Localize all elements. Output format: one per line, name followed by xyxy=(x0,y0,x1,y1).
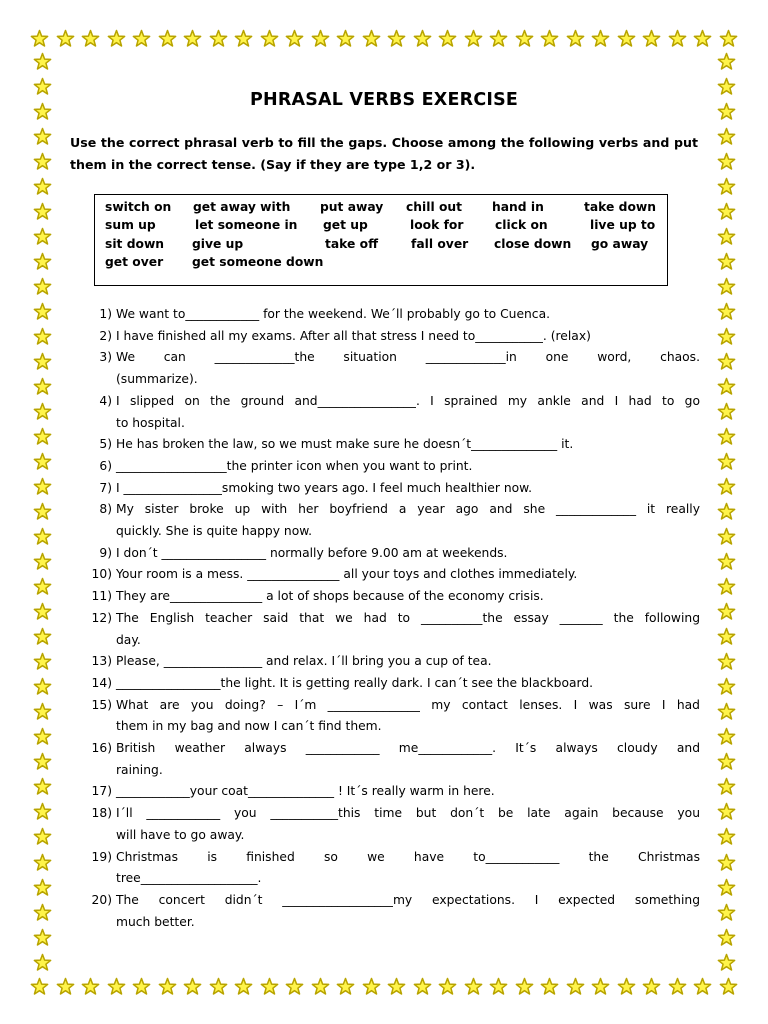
verb-item: give up xyxy=(192,237,244,251)
item-text: I don´t _________________ normally before 9.00 am at weekends. xyxy=(116,545,508,560)
star-icon xyxy=(234,29,253,48)
star-icon xyxy=(540,29,559,48)
star-icon xyxy=(566,29,585,48)
star-icon xyxy=(30,29,49,48)
star-icon xyxy=(33,152,52,171)
item-text: I have finished all my exams. After all that stress I need to___________. (relax) xyxy=(116,328,591,343)
star-icon xyxy=(591,977,610,996)
item-text: _________________the light. It is getting really dark. I can´t see the blackboard. xyxy=(116,675,594,690)
list-item xyxy=(80,738,700,781)
star-icon xyxy=(33,627,52,646)
verb-item: let someone in xyxy=(195,218,298,232)
item-text: __________________the printer icon when you want to print. xyxy=(116,458,473,473)
item-text: He has broken the law, so we must make sure he doesn´t______________ it. xyxy=(116,437,574,452)
star-icon xyxy=(489,29,508,48)
verb-item: get over xyxy=(105,255,164,269)
item-number: 15) xyxy=(91,697,112,712)
list-item xyxy=(80,673,700,695)
star-icon xyxy=(717,452,736,471)
star-icon xyxy=(717,352,736,371)
star-icon xyxy=(717,953,736,972)
item-text: day. xyxy=(116,632,141,647)
verb-item: close down xyxy=(494,237,572,251)
item-text: What are you doing? – I´m _______________ my contact lenses. I was sure I had xyxy=(116,697,700,712)
star-icon xyxy=(591,29,610,48)
star-icon xyxy=(33,777,52,796)
star-icon xyxy=(717,277,736,296)
star-icon xyxy=(717,928,736,947)
verb-item: get someone down xyxy=(192,255,324,269)
star-border-bottom xyxy=(30,974,738,998)
star-icon xyxy=(336,977,355,996)
list-item xyxy=(80,890,700,933)
star-icon xyxy=(209,29,228,48)
star-icon xyxy=(717,477,736,496)
item-number: 11) xyxy=(91,589,112,604)
item-number: 3) xyxy=(99,350,112,365)
list-item xyxy=(80,586,700,608)
star-icon xyxy=(717,878,736,897)
exercise-list xyxy=(80,304,700,933)
star-icon xyxy=(158,29,177,48)
list-item xyxy=(80,347,700,390)
verb-item: get up xyxy=(323,218,368,232)
instructions-line-1: Use the correct phrasal verb to fill the gaps. Choose among the following verbs and put xyxy=(70,135,698,150)
star-icon xyxy=(33,252,52,271)
star-icon xyxy=(33,302,52,321)
star-icon xyxy=(30,977,49,996)
star-icon xyxy=(362,977,381,996)
list-item xyxy=(80,434,700,456)
star-icon xyxy=(668,29,687,48)
star-border-top xyxy=(30,26,738,50)
star-icon xyxy=(33,752,52,771)
item-number: 14) xyxy=(91,675,112,690)
star-icon xyxy=(33,127,52,146)
star-icon xyxy=(717,402,736,421)
item-text: tree___________________. xyxy=(116,871,262,886)
star-icon xyxy=(693,977,712,996)
item-number: 20) xyxy=(91,892,112,907)
star-icon xyxy=(717,752,736,771)
item-text: raining. xyxy=(116,762,163,777)
star-icon xyxy=(717,777,736,796)
star-icon xyxy=(285,29,304,48)
verb-item: chill out xyxy=(406,200,463,214)
star-icon xyxy=(132,29,151,48)
star-icon xyxy=(260,29,279,48)
star-icon xyxy=(183,29,202,48)
item-text: ____________your coat______________ ! It´s really warm in here. xyxy=(116,784,495,799)
star-icon xyxy=(234,977,253,996)
star-icon xyxy=(33,502,52,521)
item-text: to hospital. xyxy=(116,415,185,430)
star-icon xyxy=(56,29,75,48)
star-icon xyxy=(33,377,52,396)
verb-item: sit down xyxy=(105,237,165,251)
item-text: them in my bag and now I can´t find them. xyxy=(116,719,382,734)
item-number: 2) xyxy=(99,328,112,343)
star-icon xyxy=(719,29,738,48)
verb-item: sum up xyxy=(105,218,156,232)
verb-item: get away with xyxy=(193,200,291,214)
star-icon xyxy=(717,802,736,821)
instructions-line-2: them in the correct tense. (Say if they are type 1,2 or 3). xyxy=(70,157,476,172)
star-icon xyxy=(56,977,75,996)
verb-item: live up to xyxy=(590,218,656,232)
verb-item: look for xyxy=(410,218,464,232)
item-text: We want to____________ for the weekend. We´ll probably go to Cuenca. xyxy=(116,307,551,321)
star-icon xyxy=(717,853,736,872)
item-text: much better. xyxy=(116,914,195,929)
star-icon xyxy=(717,227,736,246)
item-text: Your room is a mess. _______________ all your toys and clothes immediately. xyxy=(116,567,578,582)
star-icon xyxy=(33,277,52,296)
star-icon xyxy=(617,29,636,48)
list-item xyxy=(80,456,700,478)
star-icon xyxy=(285,977,304,996)
star-icon xyxy=(33,327,52,346)
item-text: Please, ________________ and relax. I´ll bring you a cup of tea. xyxy=(116,654,492,669)
star-icon xyxy=(260,977,279,996)
list-item xyxy=(80,326,700,348)
star-icon xyxy=(717,652,736,671)
list-item xyxy=(80,847,700,890)
star-icon xyxy=(717,602,736,621)
star-icon xyxy=(717,702,736,721)
star-icon xyxy=(717,577,736,596)
star-icon xyxy=(33,477,52,496)
star-icon xyxy=(515,977,534,996)
item-number: 5) xyxy=(99,437,112,452)
item-text: Christmas is finished so we have to____________ the Christmas xyxy=(116,849,700,864)
item-number: 17) xyxy=(91,784,112,799)
star-icon xyxy=(33,802,52,821)
star-icon xyxy=(33,727,52,746)
star-icon xyxy=(717,177,736,196)
star-icon xyxy=(33,552,52,571)
star-icon xyxy=(717,427,736,446)
star-icon xyxy=(33,602,52,621)
star-icon xyxy=(413,977,432,996)
star-icon xyxy=(642,977,661,996)
star-icon xyxy=(566,977,585,996)
verb-item: take off xyxy=(325,237,379,251)
star-icon xyxy=(668,977,687,996)
item-number: 10) xyxy=(91,567,112,582)
star-icon xyxy=(540,977,559,996)
star-icon xyxy=(413,29,432,48)
verb-item: click on xyxy=(495,218,548,232)
star-icon xyxy=(33,452,52,471)
star-icon xyxy=(311,29,330,48)
star-icon xyxy=(132,977,151,996)
verb-item: switch on xyxy=(105,200,172,214)
star-icon xyxy=(617,977,636,996)
star-icon xyxy=(33,202,52,221)
star-icon xyxy=(33,177,52,196)
list-item xyxy=(80,695,700,738)
star-icon xyxy=(81,29,100,48)
star-icon xyxy=(33,702,52,721)
list-item xyxy=(80,543,700,565)
verb-item: hand in xyxy=(492,200,544,214)
item-text: My sister broke up with her boyfriend a year ago and she _____________ it really xyxy=(116,502,700,517)
star-border-right xyxy=(714,52,738,972)
item-text: I ________________smoking two years ago. I feel much healthier now. xyxy=(116,480,532,495)
star-icon xyxy=(719,977,738,996)
star-icon xyxy=(717,502,736,521)
star-icon xyxy=(33,827,52,846)
list-item xyxy=(80,781,700,803)
star-icon xyxy=(107,977,126,996)
star-icon xyxy=(693,29,712,48)
instructions xyxy=(70,132,698,176)
item-text: They are_______________ a lot of shops because of the economy crisis. xyxy=(116,589,544,604)
star-icon xyxy=(515,29,534,48)
star-icon xyxy=(717,202,736,221)
item-number: 6) xyxy=(99,458,112,473)
item-number: 9) xyxy=(99,545,112,560)
star-icon xyxy=(311,977,330,996)
star-icon xyxy=(33,953,52,972)
star-icon xyxy=(717,827,736,846)
list-item xyxy=(80,651,700,673)
star-icon xyxy=(717,327,736,346)
star-icon xyxy=(33,427,52,446)
item-text: will have to go away. xyxy=(116,827,245,842)
verb-item: take down xyxy=(584,200,657,214)
star-icon xyxy=(387,29,406,48)
item-text: quickly. She is quite happy now. xyxy=(116,524,313,539)
star-icon xyxy=(717,52,736,71)
star-icon xyxy=(717,152,736,171)
item-number: 13) xyxy=(91,654,112,669)
star-icon xyxy=(642,29,661,48)
star-icon xyxy=(464,29,483,48)
star-icon xyxy=(717,302,736,321)
list-item xyxy=(80,608,700,651)
star-icon xyxy=(33,52,52,71)
star-icon xyxy=(33,677,52,696)
verb-item: fall over xyxy=(411,237,469,251)
verb-item: go away xyxy=(591,237,649,251)
star-icon xyxy=(717,527,736,546)
star-icon xyxy=(33,352,52,371)
star-icon xyxy=(464,977,483,996)
star-icon xyxy=(209,977,228,996)
star-icon xyxy=(158,977,177,996)
list-item xyxy=(80,803,700,846)
item-number: 18) xyxy=(91,806,112,821)
star-icon xyxy=(717,252,736,271)
star-icon xyxy=(362,29,381,48)
item-number: 4) xyxy=(99,393,112,408)
item-number: 19) xyxy=(91,849,112,864)
star-icon xyxy=(33,652,52,671)
star-icon xyxy=(717,677,736,696)
star-icon xyxy=(717,903,736,922)
star-icon xyxy=(717,127,736,146)
star-icon xyxy=(33,928,52,947)
star-icon xyxy=(438,977,457,996)
item-text: We can _____________the situation _____________in one word, chaos. xyxy=(116,350,700,365)
page-title: PHRASAL VERBS EXERCISE xyxy=(249,90,519,110)
item-text: The English teacher said that we had to __________the essay _______ the following xyxy=(116,610,700,625)
item-text: The concert didn´t __________________my expectations. I expected something xyxy=(116,892,700,907)
list-item xyxy=(80,391,700,434)
star-icon xyxy=(33,402,52,421)
star-icon xyxy=(107,29,126,48)
item-text: I slipped on the ground and________________. I sprained my ankle and I had to go xyxy=(116,393,700,408)
item-number: 16) xyxy=(91,741,112,756)
item-number: 12) xyxy=(91,610,112,625)
item-number: 8) xyxy=(99,502,112,517)
star-icon xyxy=(438,29,457,48)
star-icon xyxy=(336,29,355,48)
star-icon xyxy=(33,527,52,546)
item-number: 7) xyxy=(99,480,112,495)
star-icon xyxy=(183,977,202,996)
star-icon xyxy=(33,577,52,596)
item-text: British weather always ____________ me____________. It´s always cloudy and xyxy=(116,741,700,756)
item-text: (summarize). xyxy=(116,372,198,387)
verb-list-box xyxy=(94,194,668,286)
verb-item: put away xyxy=(320,200,384,214)
star-icon xyxy=(81,977,100,996)
list-item xyxy=(80,304,700,326)
star-icon xyxy=(717,627,736,646)
list-item xyxy=(80,478,700,500)
item-text: I´ll ____________ you ___________this time but don´t be late again because you xyxy=(116,806,700,821)
star-icon xyxy=(33,878,52,897)
star-icon xyxy=(717,727,736,746)
star-border-left xyxy=(30,52,54,972)
star-icon xyxy=(717,552,736,571)
list-item xyxy=(80,499,700,542)
star-icon xyxy=(489,977,508,996)
star-icon xyxy=(387,977,406,996)
star-icon xyxy=(33,227,52,246)
star-icon xyxy=(717,377,736,396)
star-icon xyxy=(33,903,52,922)
list-item xyxy=(80,564,700,586)
item-number: 1) xyxy=(99,307,112,321)
star-icon xyxy=(33,853,52,872)
